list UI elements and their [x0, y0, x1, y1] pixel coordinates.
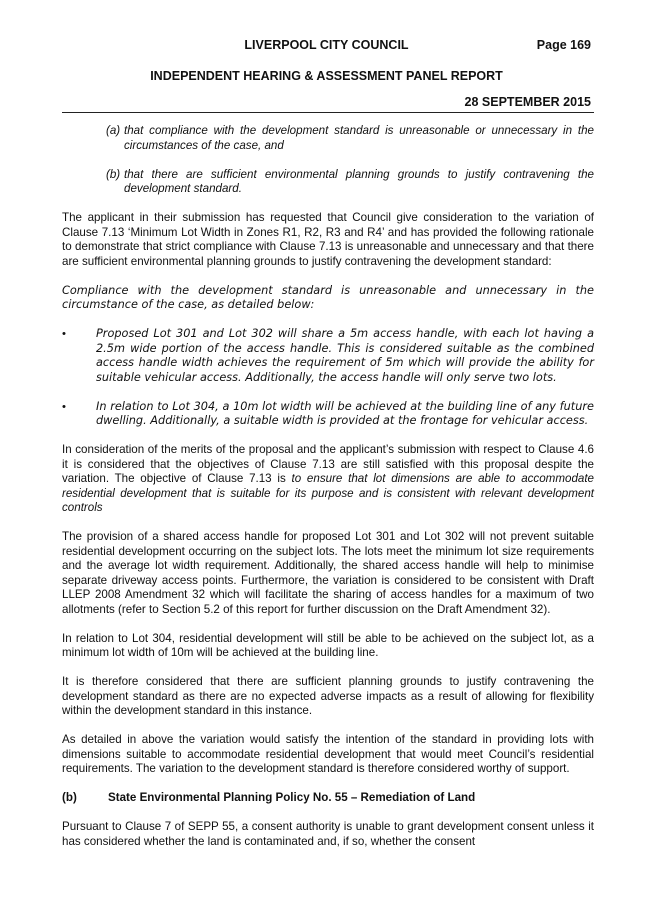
council-name: LIVERPOOL CITY COUNCIL — [244, 38, 409, 52]
list-item-text: that there are sufficient environmental planning grounds to justify contravening the development standard. — [124, 167, 594, 195]
paragraph: As detailed in above the variation would satisfy the intention of the standard in providing lots with dimensions suitable to accommodate residential development that would meet Council’s residential requirements. The variation to the development standard is therefore considered worthy of support. — [62, 733, 594, 775]
paragraph-text: In consideration of the merits of the proposal and the applicant’s submission with respect to Clause 4.6 it is considered that the objectives of Clause 7.13 are still satisfied with this proposal despite the variation. The objective of Clause 7.13 is — [62, 443, 594, 485]
section-title: State Environmental Planning Policy No. 55 – Remediation of Land — [108, 791, 476, 804]
bullet-icon: • — [62, 328, 66, 340]
section-heading — [62, 791, 594, 806]
bullet-text: In relation to Lot 304, a 10m lot width will be achieved at the building line of any future dwelling. Additionally, a suitable width is provided at the frontage for vehicular access. — [96, 399, 594, 427]
page-number: Page 169 — [536, 38, 591, 52]
objective-quote: to ensure that lot dimensions are able to accommodate residential development that is suitable for its purpose and is consistent with relevant development controls — [62, 472, 595, 514]
paragraph: Pursuant to Clause 7 of SEPP 55, a consent authority is unable to grant development consent unless it has considered whether the land is contaminated and, if so, whether the consent — [62, 820, 594, 848]
header-divider — [62, 112, 594, 113]
list-item — [62, 124, 594, 153]
bullet-text: Proposed Lot 301 and Lot 302 will share a 5m access handle, with each lot having a 2.5m wide portion of the access handle. This is considered suitable as the combined access handle width achieves the requirement of 5m which will provide the ability for suitable vehicular access. Additionally, the access handle will only serve two lots. — [96, 327, 594, 384]
bullet-icon: • — [62, 400, 66, 413]
list-item — [62, 168, 594, 197]
quote-intro: Compliance with the development standard is unreasonable and unnecessary in the circumstance of the case, as detailed below: — [62, 283, 594, 311]
bullet-item — [62, 400, 594, 429]
paragraph — [62, 443, 594, 516]
paragraph: The provision of a shared access handle for proposed Lot 301 and Lot 302 will not prevent suitable residential development occurring on the subject lots. The lots meet the minimum lot size requirements and the average lot width requirement. Additionally, the shared access handle will help to minimise separate driveway access points. Furthermore, the variation is considered to be consistent with Draft LLEP 2008 Amendment 32 which will facilitate the sharing of access handles for a maximum of two allotments (refer to Section 5.2 of this report for further discussion on the Draft Amendment 32). — [62, 530, 594, 616]
paragraph: It is therefore considered that there are sufficient planning grounds to justify contravening the development standard as there are no expected adverse impacts as a result of allowing for flexibility within the development standard in this instance. — [62, 675, 594, 717]
list-marker: (a) — [106, 124, 121, 137]
list-item-text: that compliance with the development standard is unreasonable or unnecessary in the circumstances of the case, and — [124, 124, 594, 152]
document-body — [62, 124, 594, 864]
section-marker: (b) — [62, 791, 77, 804]
report-title: INDEPENDENT HEARING & ASSESSMENT PANEL REPORT — [150, 69, 503, 83]
applicant-quote — [62, 284, 594, 429]
list-marker: (b) — [106, 167, 121, 181]
paragraph: In relation to Lot 304, residential development will still be able to be achieved on the subject lot, as a minimum lot width of 10m will be achieved at the building line. — [62, 631, 594, 659]
objective-list — [62, 124, 594, 197]
bullet-item — [62, 327, 594, 385]
report-date: 28 SEPTEMBER 2015 — [464, 95, 591, 109]
paragraph: The applicant in their submission has requested that Council give consideration to the variation of Clause 7.13 ‘Minimum Lot Width in Zones R1, R2, R3 and R4’ and has provided the following rationale to demonstrate that strict compliance with Clause 7.13 is unreasonable and unnecessary and that there are sufficient environmental planning grounds to justify contravening the development standard: — [62, 211, 594, 268]
